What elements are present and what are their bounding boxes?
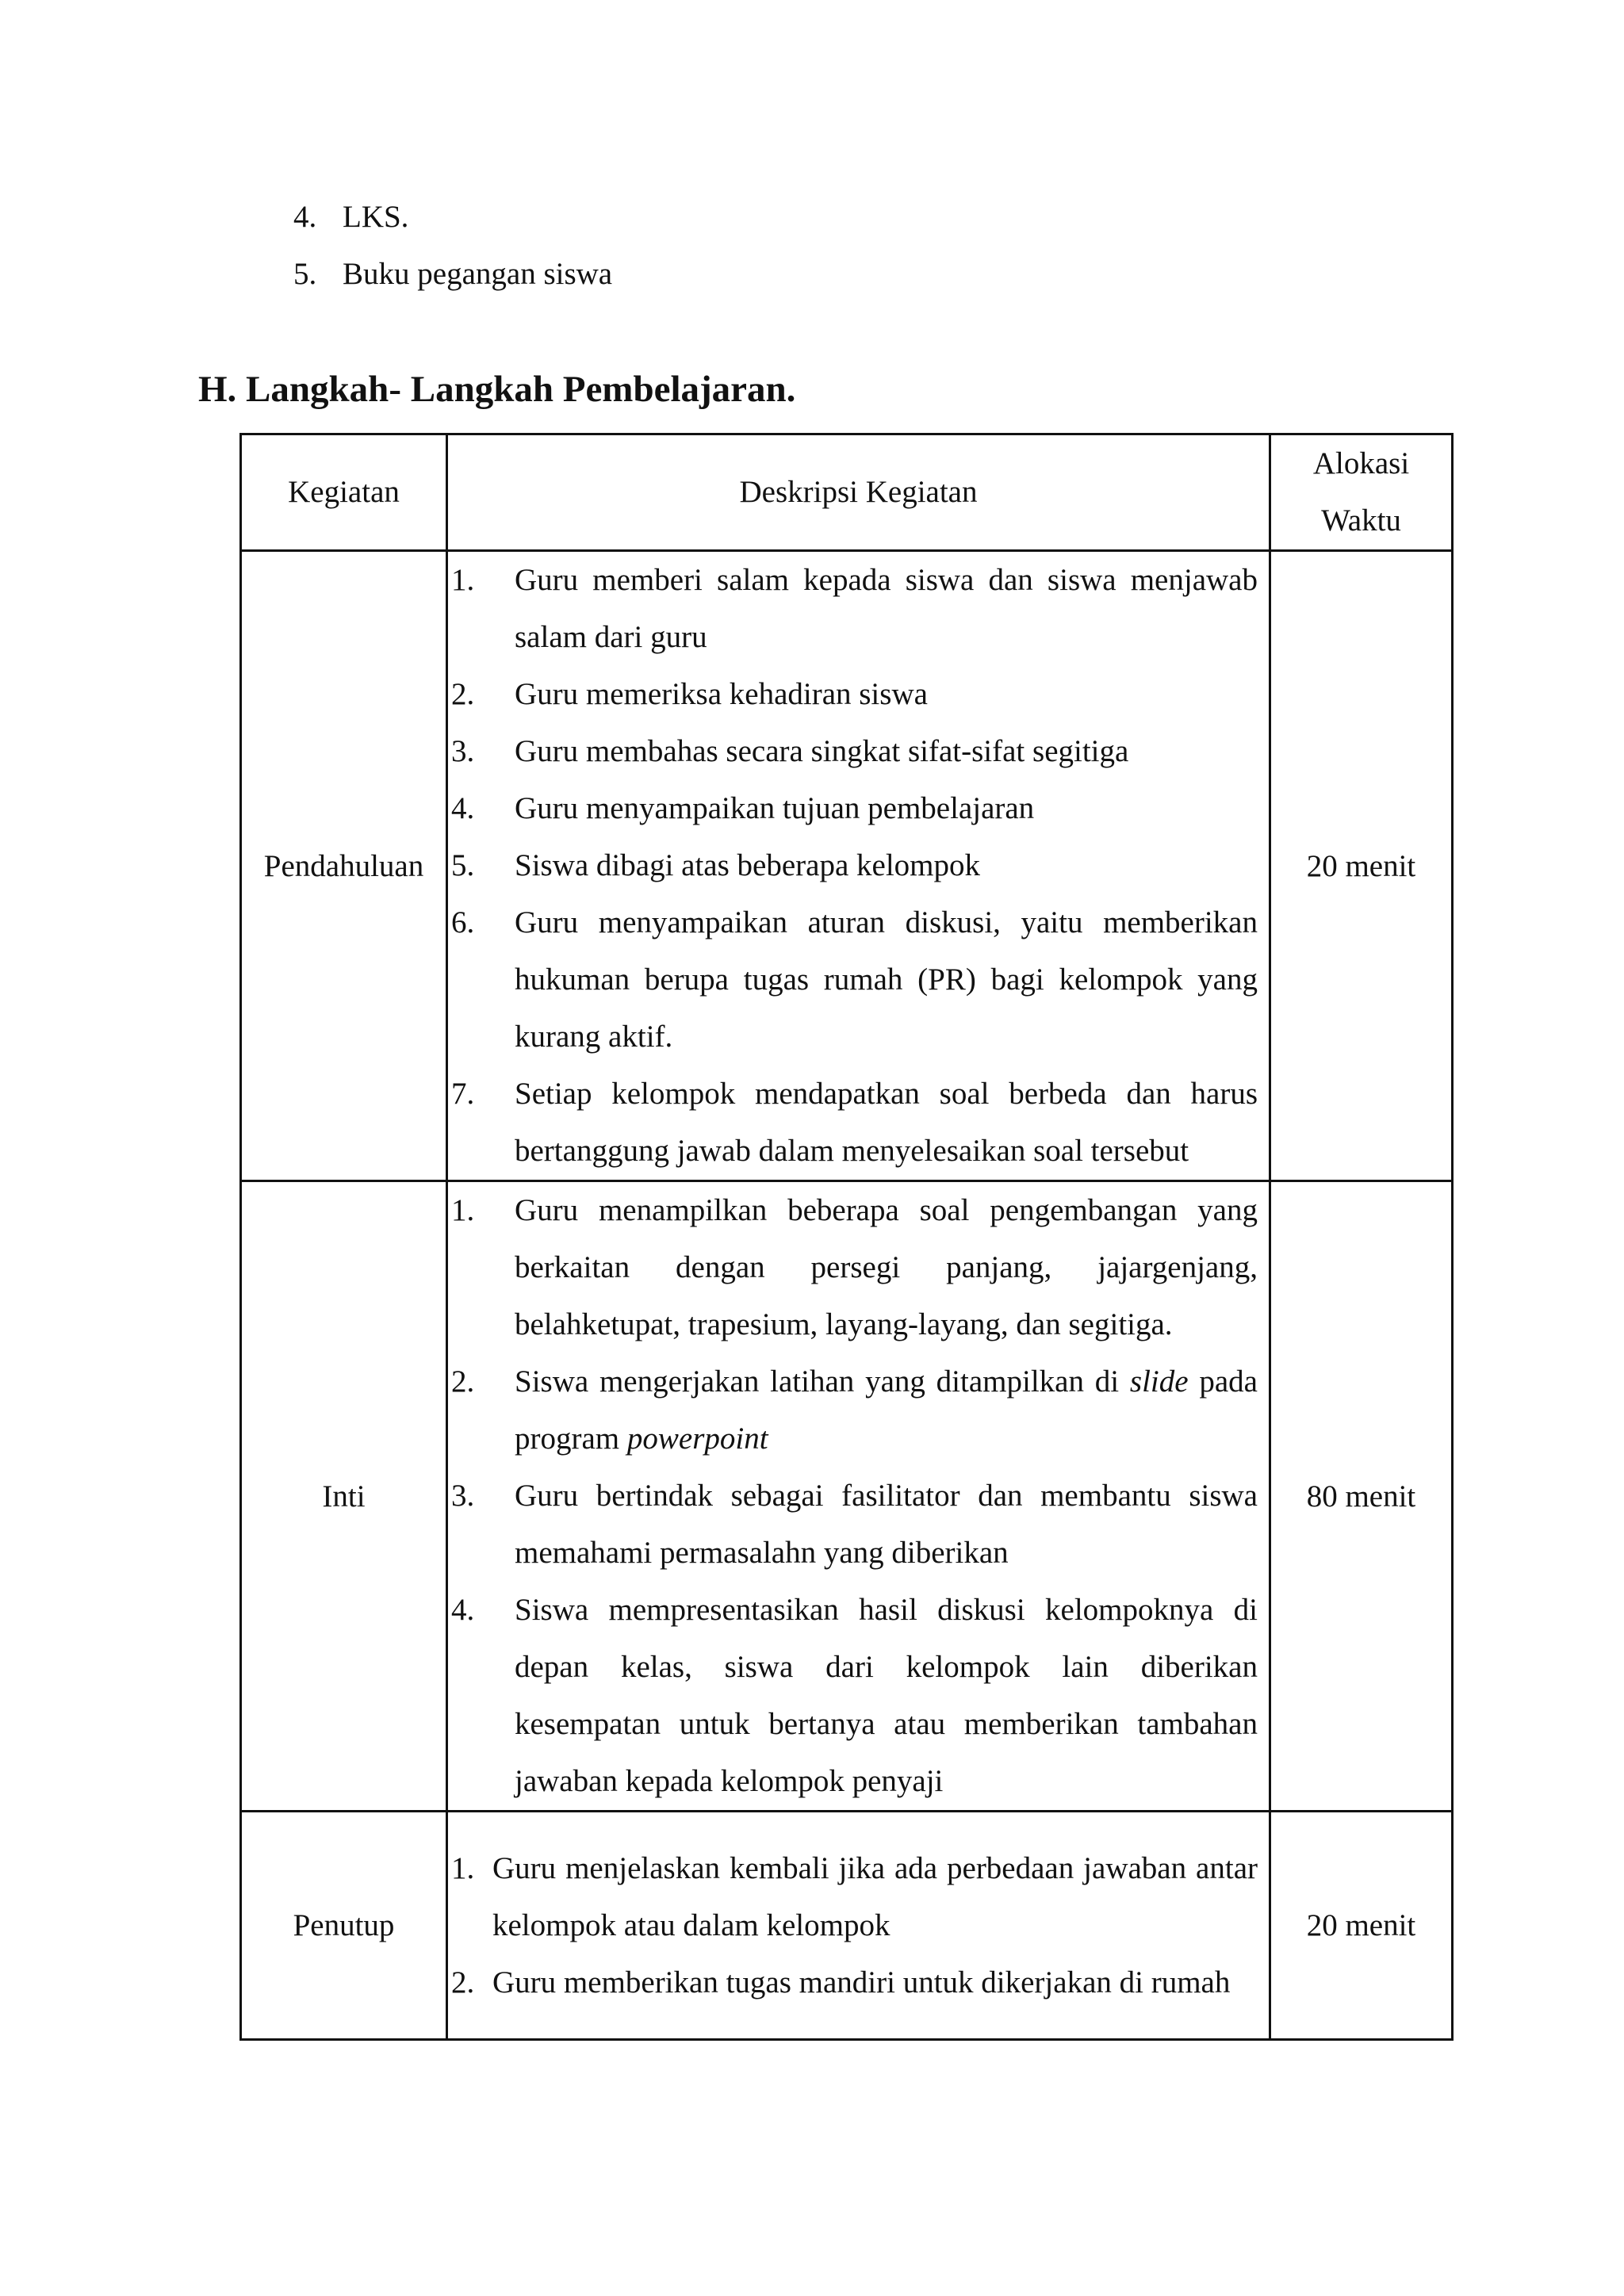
list-number: 5. [293, 257, 317, 291]
deskripsi-cell [447, 1181, 1270, 1812]
kegiatan-cell: Pendahuluan [241, 551, 447, 1181]
list-item [451, 1182, 1258, 1353]
list-item [293, 246, 612, 303]
list-item [451, 1066, 1258, 1180]
step-text: Guru memberikan tugas mandiri untuk dikerjakan di rumah [492, 1965, 1231, 1999]
list-item [451, 1954, 1258, 2011]
step-text: Guru membahas secara singkat sifat-sifat segitiga [515, 734, 1129, 768]
deskripsi-cell [447, 551, 1270, 1181]
step-number: 6. [451, 905, 475, 939]
waktu-cell: 20 menit [1270, 551, 1453, 1181]
list-item [451, 780, 1258, 837]
step-text: Guru menjelaskan kembali jika ada perbedaan jawaban antar kelompok atau dalam kelompok [492, 1850, 1258, 1942]
step-number: 3. [451, 1479, 475, 1513]
step-number: 2. [451, 1965, 475, 1999]
list-item [451, 666, 1258, 723]
list-item [451, 1353, 1258, 1468]
kegiatan-cell: Penutup [241, 1812, 447, 2040]
list-item [451, 1840, 1258, 1954]
header-alokasi-line1: Alokasi [1312, 446, 1410, 480]
table-row [241, 551, 1453, 1181]
table-header-row [241, 434, 1453, 551]
step-text: Siswa dibagi atas beberapa kelompok [515, 848, 980, 882]
step-text: Guru menampilkan beberapa soal pengembangan yang berkaitan dengan persegi panjang, jajargenjang, belahketupat, trapesium, layang-layang, dan segitiga. [515, 1193, 1258, 1341]
list-item [451, 1582, 1258, 1810]
list-item [451, 1468, 1258, 1582]
learning-steps-table [239, 433, 1454, 2041]
step-number: 1. [451, 1850, 475, 1885]
list-item [451, 837, 1258, 894]
list-number: 4. [293, 200, 317, 234]
step-number: 1. [451, 563, 475, 597]
list-text: Buku pegangan siswa [343, 257, 613, 291]
section-heading: H. Langkah- Langkah Pembelajaran. [198, 369, 796, 410]
list-text: LKS. [343, 200, 409, 234]
step-number: 2. [451, 1364, 475, 1399]
step-text: Setiap kelompok mendapatkan soal berbeda dan harus bertanggung jawab dalam menyelesaikan soal tersebut [515, 1077, 1258, 1168]
table-row [241, 1181, 1453, 1812]
step-number: 4. [451, 1593, 475, 1627]
list-item [451, 723, 1258, 780]
step-text-emphasis: powerpoint [626, 1422, 768, 1456]
steps-list [451, 552, 1258, 1180]
list-item [293, 189, 612, 246]
waktu-cell: 80 menit [1270, 1181, 1453, 1812]
waktu-cell: 20 menit [1270, 1812, 1453, 2040]
steps-list [451, 1840, 1258, 2011]
kegiatan-cell: Inti [241, 1181, 447, 1812]
step-text: Guru menyampaikan tujuan pembelajaran [515, 791, 1035, 825]
header-alokasi-line2: Waktu [1321, 503, 1401, 538]
step-text: Guru memberi salam kepada siswa dan siswa menjawab salam dari guru [515, 563, 1258, 654]
list-item [451, 552, 1258, 666]
steps-list [451, 1182, 1258, 1810]
step-number: 3. [451, 734, 475, 768]
materials-list [293, 189, 612, 303]
step-number: 2. [451, 677, 475, 711]
step-text: Guru bertindak sebagai fasilitator dan membantu siswa memahami permasalahn yang diberikan [515, 1479, 1258, 1570]
step-text: Siswa mempresentasikan hasil diskusi kelompoknya di depan kelas, siswa dari kelompok lain diberikan kesempatan untuk bertanya atau memberikan tambahan jawaban kepada kelompok penyaji [515, 1593, 1258, 1798]
list-item [451, 894, 1258, 1066]
step-text-part: pada program [515, 1364, 1258, 1456]
header-deskripsi: Deskripsi Kegiatan [447, 434, 1270, 551]
header-alokasi [1270, 434, 1453, 551]
step-text-part: Siswa mengerjakan latihan yang ditampilkan di [515, 1364, 1130, 1399]
step-text [515, 1353, 1258, 1468]
step-number: 1. [451, 1193, 475, 1227]
step-number: 5. [451, 848, 475, 882]
step-text: Guru menyampaikan aturan diskusi, yaitu memberikan hukuman berupa tugas rumah (PR) bagi kelompok yang kurang aktif. [515, 905, 1258, 1054]
table-row [241, 1812, 1453, 2040]
header-kegiatan: Kegiatan [241, 434, 447, 551]
deskripsi-cell [447, 1812, 1270, 2040]
step-text-emphasis: slide [1129, 1364, 1189, 1399]
step-number: 4. [451, 791, 475, 825]
step-text: Guru memeriksa kehadiran siswa [515, 677, 928, 711]
step-number: 7. [451, 1077, 475, 1111]
